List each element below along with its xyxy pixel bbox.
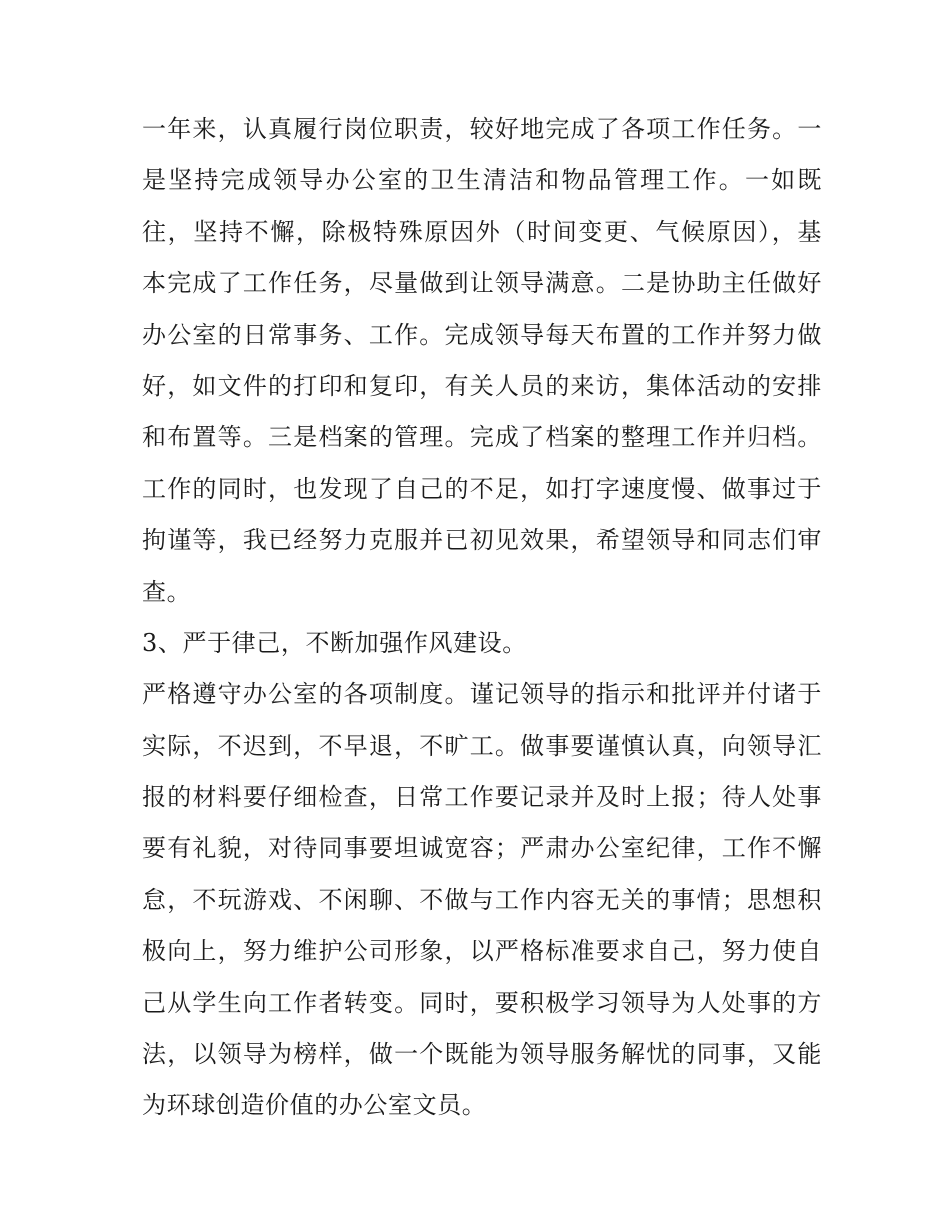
text-line: 己从学生向工作者转变。同时，要积极学习领导为人处事的方: [142, 988, 822, 1017]
section-heading: 3、严于律己，不断加强作风建设。: [142, 628, 527, 657]
text-line: 法，以领导为榜样，做一个既能为领导服务解忧的同事，又能: [142, 1040, 822, 1069]
text-line: 和布置等。三是档案的管理。完成了档案的整理工作并归档。: [142, 423, 822, 452]
text-line: 报的材料要仔细检查，日常工作要记录并及时上报；待人处事: [142, 783, 822, 812]
text-line: 为环球创造价值的办公室文员。: [142, 1091, 487, 1120]
text-line: 是坚持完成领导办公室的卫生清洁和物品管理工作。一如既: [142, 166, 822, 195]
paragraph-work-tasks: [142, 104, 822, 618]
text-line: 本完成了工作任务，尽量做到让领导满意。二是协助主任做好: [142, 269, 822, 298]
paragraph-work-style: [142, 669, 822, 1132]
text-line: 拘谨等，我已经努力克服并已初见效果，希望领导和同志们审: [142, 526, 822, 555]
text-line: 极向上，努力维护公司形象，以严格标准要求自己，努力使自: [142, 937, 822, 966]
text-line: 工作的同时，也发现了自己的不足，如打字速度慢、做事过于: [142, 474, 822, 503]
text-line: 严格遵守办公室的各项制度。谨记领导的指示和批评并付诸于: [142, 680, 822, 709]
text-line: 要有礼貌，对待同事要坦诚宽容；严肃办公室纪律，工作不懈: [142, 834, 822, 863]
text-line: 实际，不迟到，不早退，不旷工。做事要谨慎认真，向领导汇: [142, 731, 822, 760]
text-line: 一年来，认真履行岗位职责，较好地完成了各项工作任务。一: [142, 115, 822, 143]
text-line: 查。: [142, 577, 192, 606]
text-line: 怠，不玩游戏、不闲聊、不做与工作内容无关的事情；思想积: [142, 885, 822, 914]
text-line: 办公室的日常事务、工作。完成领导每天布置的工作并努力做: [142, 320, 822, 349]
text-line: 好，如文件的打印和复印，有关人员的来访，集体活动的安排: [142, 371, 822, 400]
text-line: 往，坚持不懈，除极特殊原因外（时间变更、气候原因），基: [142, 217, 822, 246]
document-body: [142, 104, 822, 1132]
